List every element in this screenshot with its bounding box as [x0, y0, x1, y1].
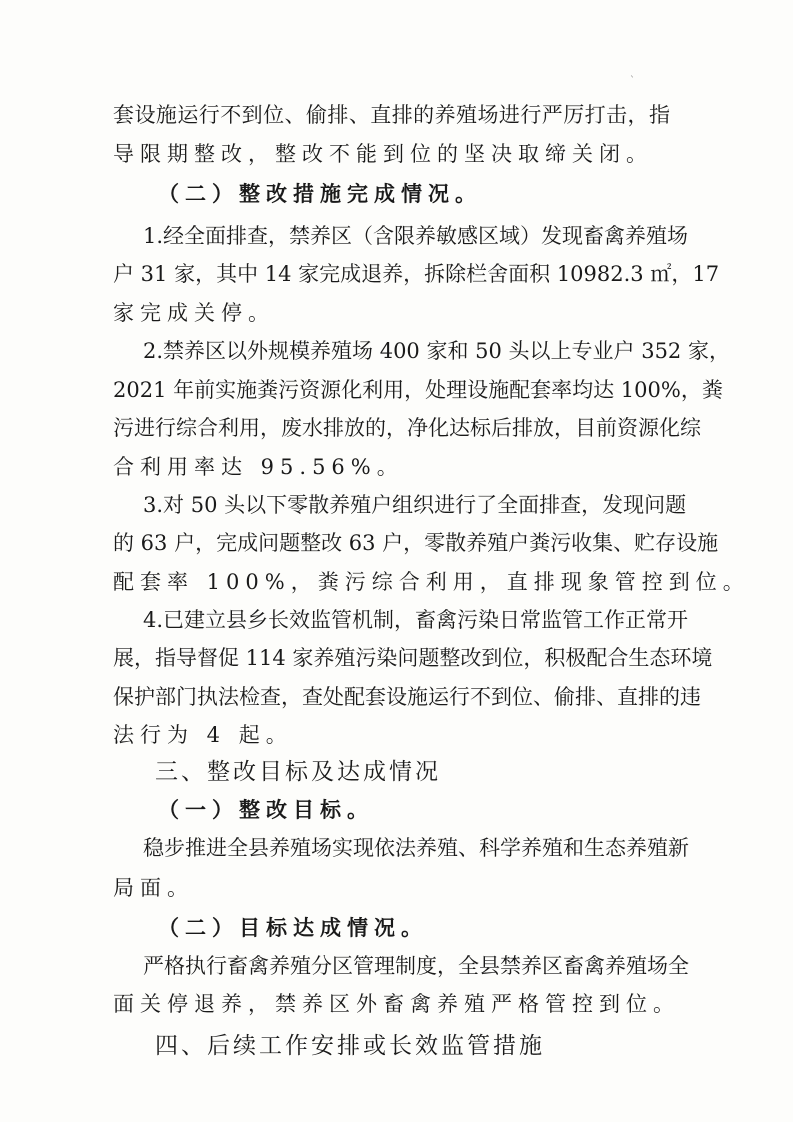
paragraph-line: 的 63 户，完成问题整改 63 户，零散养殖户粪污收集、贮存设施	[113, 531, 719, 555]
paragraph-line: 3.对 50 头以下零散养殖户组织进行了全面排查，发现问题	[143, 493, 687, 517]
paragraph-line: 户 31 家，其中 14 家完成退养，拆除栏舍面积 10982.3 ㎡，17	[113, 262, 720, 286]
paragraph-line: 法行为 4 起。	[113, 723, 293, 747]
scan-mark: `	[630, 76, 635, 87]
paragraph-line: 2021 年前实施粪污资源化利用，处理设施配套率均达 100%，粪	[113, 378, 723, 402]
paragraph-line: 严格执行畜禽养殖分区管理制度，全县禁养区畜禽养殖场全	[143, 954, 689, 978]
paragraph-line: 4.已建立县乡长效监管机制，畜禽污染日常监管工作正常开	[143, 608, 689, 632]
paragraph-line: 保护部门执法检查，查处配套设施运行不到位、偷排、直排的违	[113, 685, 701, 709]
paragraph-line: 稳步推进全县养殖场实现依法养殖、科学养殖和生态养殖新	[143, 836, 689, 860]
paragraph-line: 导限期整改，整改不能到位的坚决取缔关闭。	[113, 142, 653, 166]
paragraph-line: 面关停退养，禁养区外畜禽养殖严格管控到位。	[113, 992, 680, 1016]
paragraph-line: 1.经全面排查，禁养区（含限养敏感区域）发现畜禽养殖场	[143, 224, 689, 248]
paragraph-line: 家完成关停。	[113, 301, 275, 325]
subsection-heading: （二）整改措施完成情况。	[158, 181, 482, 206]
paragraph-line: 污进行综合利用，废水排放的，净化达标后排放，目前资源化综	[113, 416, 701, 440]
paragraph-line: 套设施运行不到位、偷排、直排的养殖场进行严厉打击，指	[113, 103, 670, 127]
paragraph-line: 合利用率达 95.56%。	[113, 455, 404, 479]
subsection-heading: （一）整改目标。	[158, 797, 374, 822]
paragraph-line: 2.禁养区以外规模养殖场 400 家和 50 头以上专业户 352 家，	[143, 339, 730, 363]
paragraph-line: 局面。	[113, 876, 194, 900]
paragraph-line: 展，指导督促 114 家养殖污染问题整改到位，积极配合生态环境	[113, 646, 713, 670]
subsection-heading: （二）目标达成情况。	[158, 915, 428, 940]
paragraph-line: 配套率 100%，粪污综合利用，直排现象管控到位。	[113, 570, 750, 594]
section-heading: 三、整改目标及达成情况	[155, 759, 441, 785]
section-heading: 四、后续工作安排或长效监管措施	[155, 1033, 545, 1059]
